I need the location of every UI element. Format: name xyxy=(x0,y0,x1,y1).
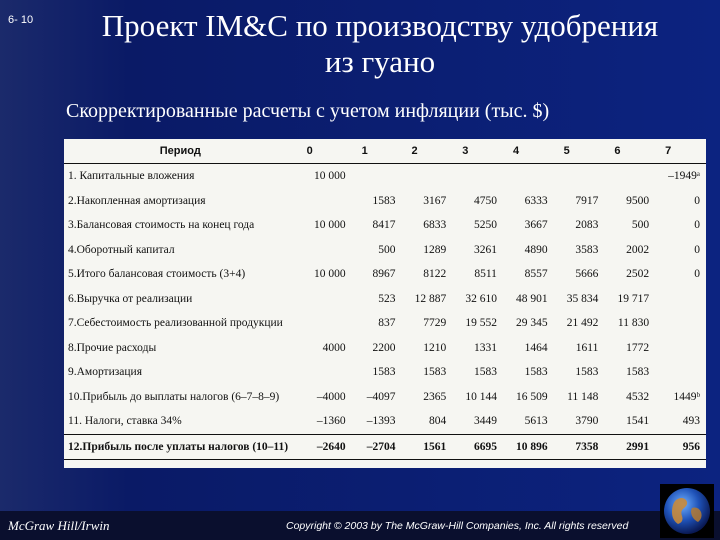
slide-number: 6- 10 xyxy=(8,14,34,26)
value-cell-year-2: 7729 xyxy=(423,317,447,330)
value-cell-year-7: –1949ᵃ xyxy=(668,170,700,183)
value-cell-year-4: 4890 xyxy=(524,243,548,256)
value-cell-year-6 xyxy=(604,164,655,189)
header-cell-year-3: 3 xyxy=(452,139,503,164)
cash-flow-table-panel xyxy=(64,139,706,468)
value-cell-year-1 xyxy=(352,164,402,189)
value-cell-year-1: 8417 xyxy=(372,219,396,232)
value-cell-year-5: 3583 xyxy=(575,243,599,256)
slide-subtitle: Скорректированные расчеты с учетом инфляции (тыс. $) xyxy=(66,100,550,122)
table-row xyxy=(64,213,706,238)
value-cell-year-6: 11 830 xyxy=(617,317,650,330)
value-cell-year-7: 0 xyxy=(694,243,700,256)
value-cell-year-4: 29 345 xyxy=(516,317,548,330)
value-cell-year-4: 5613 xyxy=(524,415,548,428)
value-cell-year-2: 1210 xyxy=(423,341,447,354)
value-cell-year-6: 4532 xyxy=(626,390,650,403)
value-cell-year-2 xyxy=(402,164,453,189)
value-cell-year-6: 1772 xyxy=(626,341,650,354)
header-cell-year-2: 2 xyxy=(402,139,453,164)
value-cell-year-6: 1541 xyxy=(626,415,650,428)
value-cell-year-5 xyxy=(554,164,605,189)
table-row xyxy=(64,189,706,214)
value-cell-year-4 xyxy=(503,164,554,189)
value-cell-year-1: 1583 xyxy=(372,194,396,207)
row-label: 5.Итого балансовая стоимость (3+4) xyxy=(68,268,246,281)
row-label: 4.Оборотный капитал xyxy=(68,243,175,256)
table-row xyxy=(64,434,706,460)
value-cell-year-1: 500 xyxy=(378,243,396,256)
value-cell-year-0: 10 000 xyxy=(313,219,346,232)
header-cell-year-5: 5 xyxy=(554,139,605,164)
row-label: 9.Амортизация xyxy=(68,366,142,379)
table-row xyxy=(64,311,706,336)
value-cell-year-5: 35 834 xyxy=(566,292,599,305)
value-cell-year-3: 1331 xyxy=(473,341,497,354)
value-cell-year-2: 3167 xyxy=(423,194,447,207)
table-row xyxy=(64,409,706,434)
value-cell-year-5: 7358 xyxy=(554,434,605,460)
globe-graphic xyxy=(662,486,712,536)
row-label: 3.Балансовая стоимость на конец года xyxy=(68,219,255,232)
value-cell-year-7 xyxy=(655,287,706,312)
header-cell-year-0: 0 xyxy=(297,139,352,164)
header-cell-year-7: 7 xyxy=(655,139,706,164)
value-cell-year-1: 837 xyxy=(378,317,396,330)
table-header-row xyxy=(64,139,706,164)
table-row xyxy=(64,287,706,312)
title-line-2: из гуано xyxy=(324,44,436,79)
value-cell-year-0 xyxy=(297,189,352,214)
value-cell-year-4: 48 901 xyxy=(516,292,548,305)
value-cell-year-3: 4750 xyxy=(473,194,497,207)
header-cell-year-4: 4 xyxy=(503,139,554,164)
value-cell-year-5: 1611 xyxy=(575,341,599,354)
value-cell-year-5: 3790 xyxy=(575,415,599,428)
title-line-1: Проект IM&C по производству удобрения xyxy=(101,8,659,43)
value-cell-year-5: 11 148 xyxy=(567,390,599,403)
row-label: 8.Прочие расходы xyxy=(68,341,157,354)
value-cell-year-7 xyxy=(655,311,706,336)
value-cell-year-7: 0 xyxy=(694,268,700,281)
row-label: 2.Накопленная амортизация xyxy=(68,194,206,207)
value-cell-year-6: 2502 xyxy=(626,268,650,281)
value-cell-year-7: 0 xyxy=(694,219,700,232)
value-cell-year-7: 956 xyxy=(655,434,706,460)
value-cell-year-3 xyxy=(452,164,503,189)
value-cell-year-2: 1289 xyxy=(423,243,447,256)
value-cell-year-4: 8557 xyxy=(524,268,548,281)
row-label: 12.Прибыль после уплаты налогов (10–11) xyxy=(64,434,297,460)
value-cell-year-3: 3261 xyxy=(473,243,497,256)
value-cell-year-5: 1583 xyxy=(575,366,599,379)
value-cell-year-1: 523 xyxy=(378,292,396,305)
slide-title xyxy=(60,8,700,80)
value-cell-year-4: 3667 xyxy=(524,219,548,232)
value-cell-year-1: –1393 xyxy=(366,415,396,428)
value-cell-year-0: 4000 xyxy=(322,341,346,354)
value-cell-year-4: 6333 xyxy=(524,194,548,207)
value-cell-year-7: 493 xyxy=(682,415,700,428)
header-cell-year-6: 6 xyxy=(604,139,655,164)
value-cell-year-2: 2365 xyxy=(423,390,447,403)
value-cell-year-0 xyxy=(297,311,352,336)
value-cell-year-6: 1583 xyxy=(626,366,650,379)
value-cell-year-6: 2991 xyxy=(604,434,655,460)
row-label: 6.Выручка от реализации xyxy=(68,292,193,305)
value-cell-year-1: 8967 xyxy=(372,268,396,281)
value-cell-year-6: 19 717 xyxy=(617,292,650,305)
value-cell-year-7 xyxy=(655,336,706,361)
header-cell-year-1: 1 xyxy=(352,139,402,164)
value-cell-year-4: 16 509 xyxy=(516,390,548,403)
value-cell-year-3: 8511 xyxy=(474,268,497,281)
value-cell-year-2: 804 xyxy=(428,415,447,428)
value-cell-year-6: 500 xyxy=(631,219,650,232)
table-row xyxy=(64,164,706,189)
cash-flow-table xyxy=(64,139,706,460)
row-label: 10.Прибыль до выплаты налогов (6–7–8–9) xyxy=(68,390,280,403)
value-cell-year-5: 7917 xyxy=(575,194,599,207)
value-cell-year-0 xyxy=(297,287,352,312)
value-cell-year-1: –4097 xyxy=(366,390,396,403)
table-row xyxy=(64,262,706,287)
value-cell-year-4: 1583 xyxy=(524,366,548,379)
value-cell-year-1: –2704 xyxy=(352,434,402,460)
value-cell-year-4: 1464 xyxy=(524,341,548,354)
value-cell-year-0: –1360 xyxy=(316,415,346,428)
value-cell-year-3: 5250 xyxy=(473,219,497,232)
value-cell-year-2: 12 887 xyxy=(414,292,447,305)
table-row xyxy=(64,336,706,361)
table-row xyxy=(64,238,706,263)
value-cell-year-1: 1583 xyxy=(372,366,396,379)
row-label: 11. Налоги, ставка 34% xyxy=(68,415,182,428)
value-cell-year-2: 1561 xyxy=(402,434,453,460)
value-cell-year-4: 10 896 xyxy=(503,434,554,460)
header-cell-period: Период xyxy=(64,139,297,164)
value-cell-year-5: 21 492 xyxy=(566,317,599,330)
value-cell-year-3: 1583 xyxy=(473,366,497,379)
globe-icon xyxy=(660,484,714,538)
value-cell-year-3: 32 610 xyxy=(465,292,497,305)
table-body xyxy=(64,164,706,460)
value-cell-year-2: 8122 xyxy=(423,268,447,281)
copyright-notice: Copyright © 2003 by The McGraw-Hill Companies, Inc. All rights reserved xyxy=(286,520,629,532)
value-cell-year-7: 1449ᵇ xyxy=(673,390,700,403)
value-cell-year-2: 6833 xyxy=(423,219,447,232)
value-cell-year-1: 2200 xyxy=(372,341,396,354)
value-cell-year-2: 1583 xyxy=(423,366,447,379)
value-cell-year-6: 2002 xyxy=(626,243,650,256)
value-cell-year-6: 9500 xyxy=(626,194,650,207)
value-cell-year-5: 5666 xyxy=(575,268,599,281)
value-cell-year-3: 6695 xyxy=(452,434,503,460)
value-cell-year-5: 2083 xyxy=(575,219,599,232)
row-label: 7.Себестоимость реализованной продукции xyxy=(68,317,283,330)
value-cell-year-7: 0 xyxy=(694,194,700,207)
value-cell-year-3: 10 144 xyxy=(465,390,497,403)
value-cell-year-0: 10 000 xyxy=(313,170,346,183)
table-row xyxy=(64,385,706,410)
value-cell-year-0: –2640 xyxy=(297,434,352,460)
value-cell-year-7 xyxy=(655,360,706,385)
value-cell-year-3: 19 552 xyxy=(465,317,497,330)
value-cell-year-0 xyxy=(297,360,352,385)
table-row xyxy=(64,360,706,385)
publisher-name: McGraw Hill/Irwin xyxy=(8,518,110,533)
value-cell-year-3: 3449 xyxy=(473,415,497,428)
value-cell-year-0: –4000 xyxy=(316,390,346,403)
value-cell-year-0 xyxy=(297,238,352,263)
row-label: 1. Капитальные вложения xyxy=(68,170,195,183)
value-cell-year-0: 10 000 xyxy=(313,268,346,281)
